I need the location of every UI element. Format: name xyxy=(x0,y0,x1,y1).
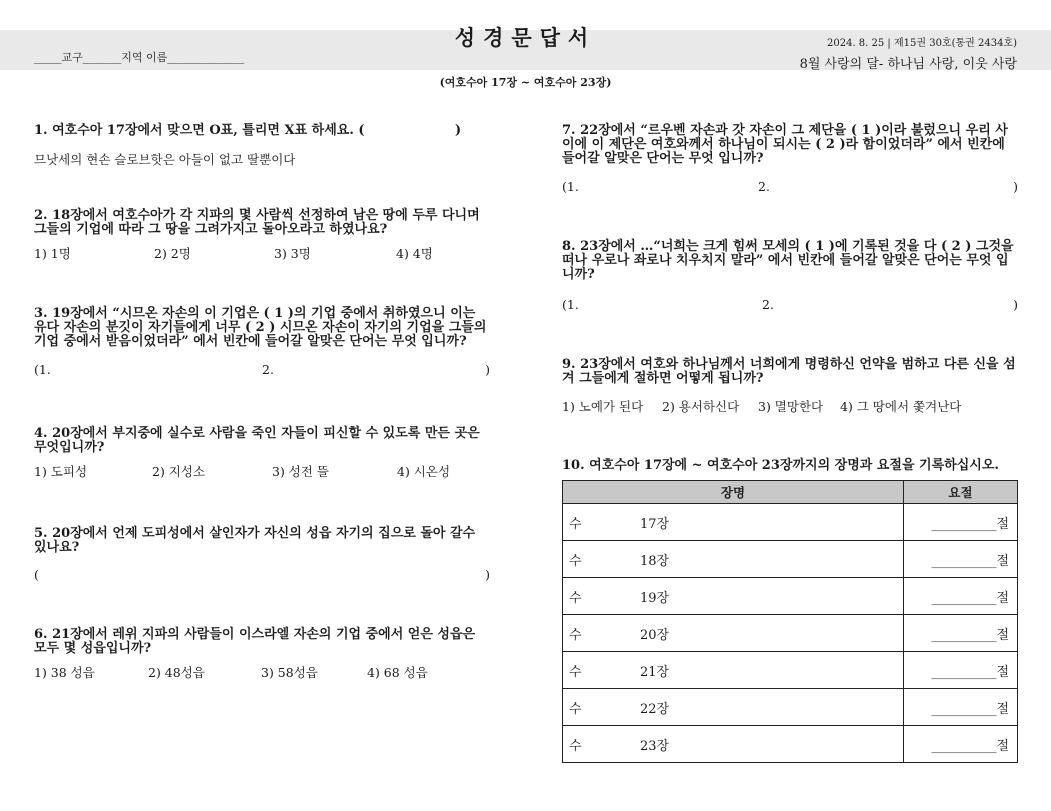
blank-1: (1. xyxy=(34,362,51,377)
option-1: 1) 1명 xyxy=(34,246,71,261)
question-text: 7. 22장에서 “르우벤 자손과 갓 자손이 그 제단을 ( 1 )이라 불렀으니 우리 사이에 이 제단은 여호와께서 하나님이 되시는 ( 2 )라 함이었더라” 에서 빈칸에 들어갈 알맞은 단어는 무엇 입니까? xyxy=(562,123,1008,166)
option-4: 4) 시온성 xyxy=(397,464,451,479)
blank-2: 2. xyxy=(758,179,770,194)
option-1: 1) 노예가 된다 xyxy=(562,399,644,414)
question-8 xyxy=(562,240,1018,312)
question-text: 2. 18장에서 여호수아가 각 지파의 몇 사람씩 선정하여 남은 땅에 두루 다니며 그들의 기업에 따라 그 땅을 그려가지고 돌아오라고 하였나요? xyxy=(34,208,480,237)
table-row xyxy=(563,541,1018,578)
table-row xyxy=(563,578,1018,615)
question-text: 3. 19장에서 “시므온 자손의 이 기업은 ( 1 )의 기업 중에서 취하였으니 이는 유다 자손의 분깃이 자기들에게 너무 ( 2 ) 시므온 자손이 자기의 기업을 그들의 기업 중에서 받음이었더라” 에서 빈칸에 들어갈 알맞은 단어는 무엇 입니까? xyxy=(34,306,487,349)
question-text: 1. 여호수아 17장에서 맞으면 O표, 틀리면 X표 하세요. ( ) xyxy=(34,123,462,138)
name-field-line: _____교구_______지역 이름______________ xyxy=(34,51,245,64)
answer-blanks xyxy=(34,363,490,377)
question-text: 5. 20장에서 언제 도피성에서 살인자가 자신의 성읍 자기의 집으로 돌아 갈수 있나요? xyxy=(34,526,476,555)
table-row xyxy=(563,615,1018,652)
question-1 xyxy=(34,124,490,167)
question-4 xyxy=(34,427,490,479)
question-text: 10. 여호수아 17장에 ~ 여호수아 23장까지의 장명과 요절을 기록하십시오. xyxy=(562,458,999,473)
blank-2: 2. xyxy=(262,362,274,377)
book-abbr: 수 xyxy=(563,726,621,763)
blank-1: (1. xyxy=(562,179,579,194)
option-3: 3) 3명 xyxy=(274,246,311,261)
question-text: 8. 23장에서 …“너희는 크게 힘써 모세의 ( 1 )에 기록된 것을 다 ( 2 ) 그것을 떠나 우로나 좌로나 치우치지 말라” 에서 빈칸에 들어갈 알맞은 단어는 무엇 입니까? xyxy=(562,239,1014,282)
book-abbr: 수 xyxy=(563,541,621,578)
book-abbr: 수 xyxy=(563,689,621,726)
option-3: 3) 성전 뜰 xyxy=(272,464,330,479)
question-9 xyxy=(562,358,1018,414)
issue-info: 2024. 8. 25 | 제15권 30호(통권 2434호) xyxy=(827,38,1017,49)
chapter-summary-table xyxy=(562,480,1018,763)
header-key-verse: 요절 xyxy=(904,481,1018,504)
options xyxy=(34,465,490,479)
option-4: 4) 68 성읍 xyxy=(367,665,428,680)
chapter: 20장 xyxy=(620,615,904,652)
option-1: 1) 도피성 xyxy=(34,464,88,479)
blank-open: ( xyxy=(34,567,39,582)
option-2: 2) 지성소 xyxy=(152,464,206,479)
question-6 xyxy=(34,628,490,680)
option-4: 4) 4명 xyxy=(396,246,433,261)
question-text: 9. 23장에서 여호와 하나님께서 너희에게 명령하신 언약을 범하고 다른 신을 섬겨 그들에게 절하면 어떻게 됩니까? xyxy=(562,357,1016,386)
question-2 xyxy=(34,209,490,261)
blank-close: ) xyxy=(1013,297,1018,312)
blank-close: ) xyxy=(485,567,490,582)
book-abbr: 수 xyxy=(563,504,621,541)
answer-blanks xyxy=(34,568,490,582)
page-title: 성경문답서 xyxy=(454,25,597,50)
verse-blank: __________절 xyxy=(904,578,1018,615)
question-text: 6. 21장에서 레위 지파의 사람들이 이스라엘 자손의 기업 중에서 얻은 성읍은 모두 몇 성읍입니까? xyxy=(34,627,476,656)
options xyxy=(562,400,1018,414)
question-text: 4. 20장에서 부지중에 실수로 사람을 죽인 자들이 피신할 수 있도록 만든 곳은 무엇입니까? xyxy=(34,426,480,455)
answer-blanks xyxy=(562,298,1018,312)
option-2: 2) 용서하신다 xyxy=(662,399,740,414)
question-statement: 므낫세의 현손 슬로브핫은 아들이 없고 딸뿐이다 xyxy=(34,152,296,167)
chapter: 23장 xyxy=(620,726,904,763)
blank-close: ) xyxy=(485,362,490,377)
option-3: 3) 58성읍 xyxy=(261,665,318,680)
book-abbr: 수 xyxy=(563,578,621,615)
options xyxy=(34,666,490,680)
verse-blank: __________절 xyxy=(904,689,1018,726)
book-abbr: 수 xyxy=(563,652,621,689)
table-row xyxy=(563,726,1018,763)
chapter: 18장 xyxy=(620,541,904,578)
question-5 xyxy=(34,527,490,582)
blank-close: ) xyxy=(1013,179,1018,194)
table-row xyxy=(563,652,1018,689)
answer-blanks xyxy=(562,180,1018,194)
option-3: 3) 멸망한다 xyxy=(758,399,824,414)
verse-blank: __________절 xyxy=(904,504,1018,541)
table-row xyxy=(563,689,1018,726)
chapter: 22장 xyxy=(620,689,904,726)
table-row xyxy=(563,504,1018,541)
chapter: 19장 xyxy=(620,578,904,615)
scripture-range: (여호수아 17장 ~ 여호수아 23장) xyxy=(439,76,612,89)
verse-blank: __________절 xyxy=(904,541,1018,578)
option-2: 2) 2명 xyxy=(154,246,191,261)
blank-2: 2. xyxy=(762,297,774,312)
verse-blank: __________절 xyxy=(904,615,1018,652)
chapter: 17장 xyxy=(620,504,904,541)
question-3 xyxy=(34,307,490,377)
monthly-theme: 8월 사랑의 달- 하나님 사랑, 이웃 사랑 xyxy=(799,57,1017,72)
chapter: 21장 xyxy=(620,652,904,689)
question-7 xyxy=(562,124,1018,194)
option-1: 1) 38 성읍 xyxy=(34,665,95,680)
verse-blank: __________절 xyxy=(904,652,1018,689)
verse-blank: __________절 xyxy=(904,726,1018,763)
blank-1: (1. xyxy=(562,297,579,312)
question-10 xyxy=(562,459,1018,473)
book-abbr: 수 xyxy=(563,615,621,652)
option-2: 2) 48성읍 xyxy=(148,665,205,680)
option-4: 4) 그 땅에서 쫓겨난다 xyxy=(840,399,962,414)
header-chapter-name: 장명 xyxy=(563,481,904,504)
options xyxy=(34,247,490,261)
